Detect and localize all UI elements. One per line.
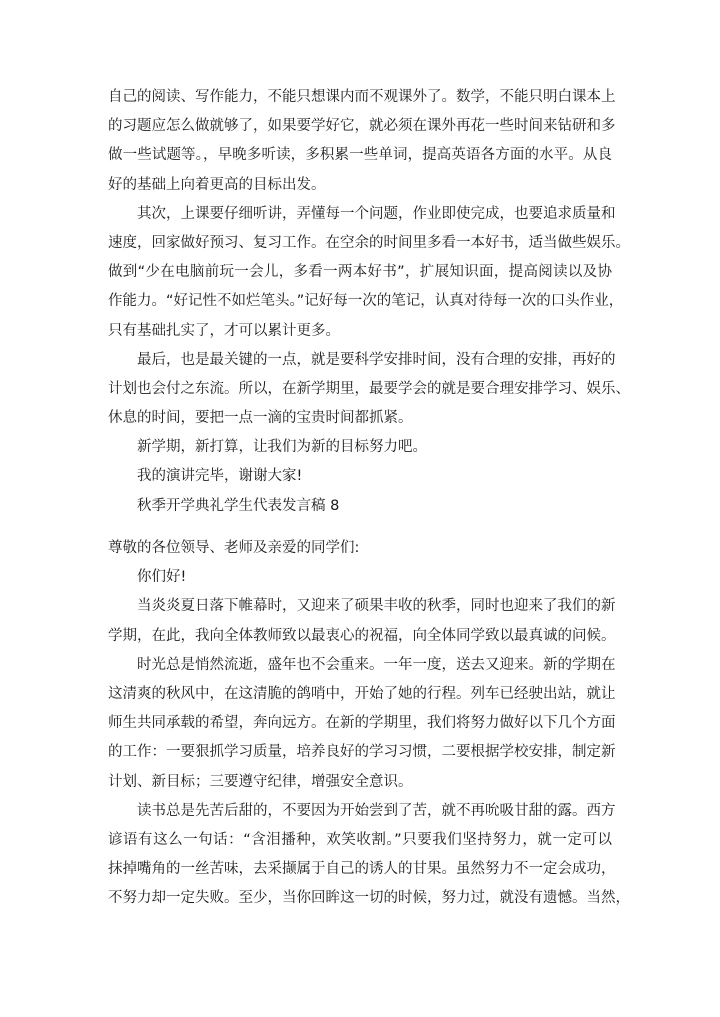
paragraph (108, 534, 612, 563)
text-line: 好的基础上向着更高的目标出发。 (108, 176, 326, 193)
paragraph (108, 797, 630, 914)
text-line: 自己的阅读、写作能力，不能只想课内而不观课外了。数学，不能只明白课本上 (108, 89, 616, 105)
text-line: 速度，回家做好预习、复习工作。在空余的时间里多看一本好书，适当做些娱乐。 (108, 234, 630, 251)
text-line: 你们好! (137, 569, 187, 586)
paragraph (108, 592, 616, 650)
text-line: 计划也会付之东流。所以，在新学期里，最要学会的就是要合理安排学习、娱乐、 (108, 380, 630, 397)
paragraph (108, 200, 630, 346)
text-line: 抹掉嘴角的一丝苦味，去采撷属于自己的诱人的甘果。虽然努力不一定会成功， (108, 861, 616, 878)
text-line: 学期，在此，我向全体教师致以最衷心的祝福，向全体同学致以最真诚的问候。 (108, 627, 616, 644)
text-line: 我的演讲完毕，谢谢大家! (137, 468, 303, 485)
paragraph (108, 433, 612, 462)
paragraph (108, 346, 630, 434)
text-line: 计划、新目标；三要遵守纪律，增强安全意识。 (108, 773, 413, 790)
text-line: 读书总是先苦后甜的，不要因为开始尝到了苦，就不再吮吸甘甜的露。西方 (137, 802, 616, 819)
text-line: 时光总是悄然流逝，盛年也不会重来。一年一度，送去又迎来。新的学期在 (137, 656, 616, 673)
text-line: 谚语有这么一句话：“含泪播种，欢笑收割。”只要我们坚持努力，就一定可以 (108, 831, 612, 848)
text-line: 这清爽的秋风中，在这清脆的鸽哨中，开始了她的行程。列车已经驶出站，就让 (108, 685, 616, 702)
text-line: 秋季开学典礼学生代表发言稿 8 (137, 497, 340, 514)
document-body-bottom (108, 534, 630, 913)
paragraph (108, 651, 616, 797)
text-line: 只有基础扎实了，才可以累计更多。 (108, 322, 340, 339)
document-body-top (108, 83, 630, 521)
text-line: 的习题应怎么做就够了，如果要学好它，就必须在课外再花一些时间来钻研和多 (108, 118, 616, 135)
text-line: 的工作：一要狠抓学习质量，培养良好的学习习惯，二要根据学校安排，制定新 (108, 744, 616, 761)
paragraph (108, 492, 612, 521)
text-line: 其次，上课要仔细听讲，弄懂每一个问题，作业即使完成，也要追求质量和 (137, 205, 616, 222)
text-line: 休息的时间，要把一点一滴的宝贵时间都抓紧。 (108, 410, 413, 427)
paragraph (108, 83, 616, 200)
text-line: 作能力。“好记性不如烂笔头。”记好每一次的笔记，认真对待每一次的口头作业， (108, 293, 624, 310)
text-line: 当炎炎夏日落下帷幕时，又迎来了硕果丰收的秋季，同时也迎来了我们的新 (137, 598, 616, 615)
text-line: 尊敬的各位领导、老师及亲爱的同学们: (108, 540, 360, 556)
paragraph (108, 462, 612, 491)
text-line: 不努力却一定失败。至少，当你回眸这一切的时候，努力过，就没有遗憾。当然， (108, 890, 630, 907)
text-line: 师生共同承载的希望，奔向远方。在新的学期里，我们将努力做好以下几个方面 (108, 715, 616, 732)
text-line: 最后，也是最关键的一点，就是要科学安排时间，没有合理的安排，再好的 (137, 351, 616, 368)
paragraph (108, 563, 612, 592)
text-line: 新学期，新打算，让我们为新的目标努力吧。 (137, 439, 427, 456)
text-line: 做一些试题等。，早晚多听读，多积累一些单词，提高英语各方面的水平。从良 (108, 147, 612, 164)
text-line: 做到“少在电脑前玩一会儿，多看一两本好书”，扩展知识面，提高阅读以及协 (108, 264, 612, 281)
